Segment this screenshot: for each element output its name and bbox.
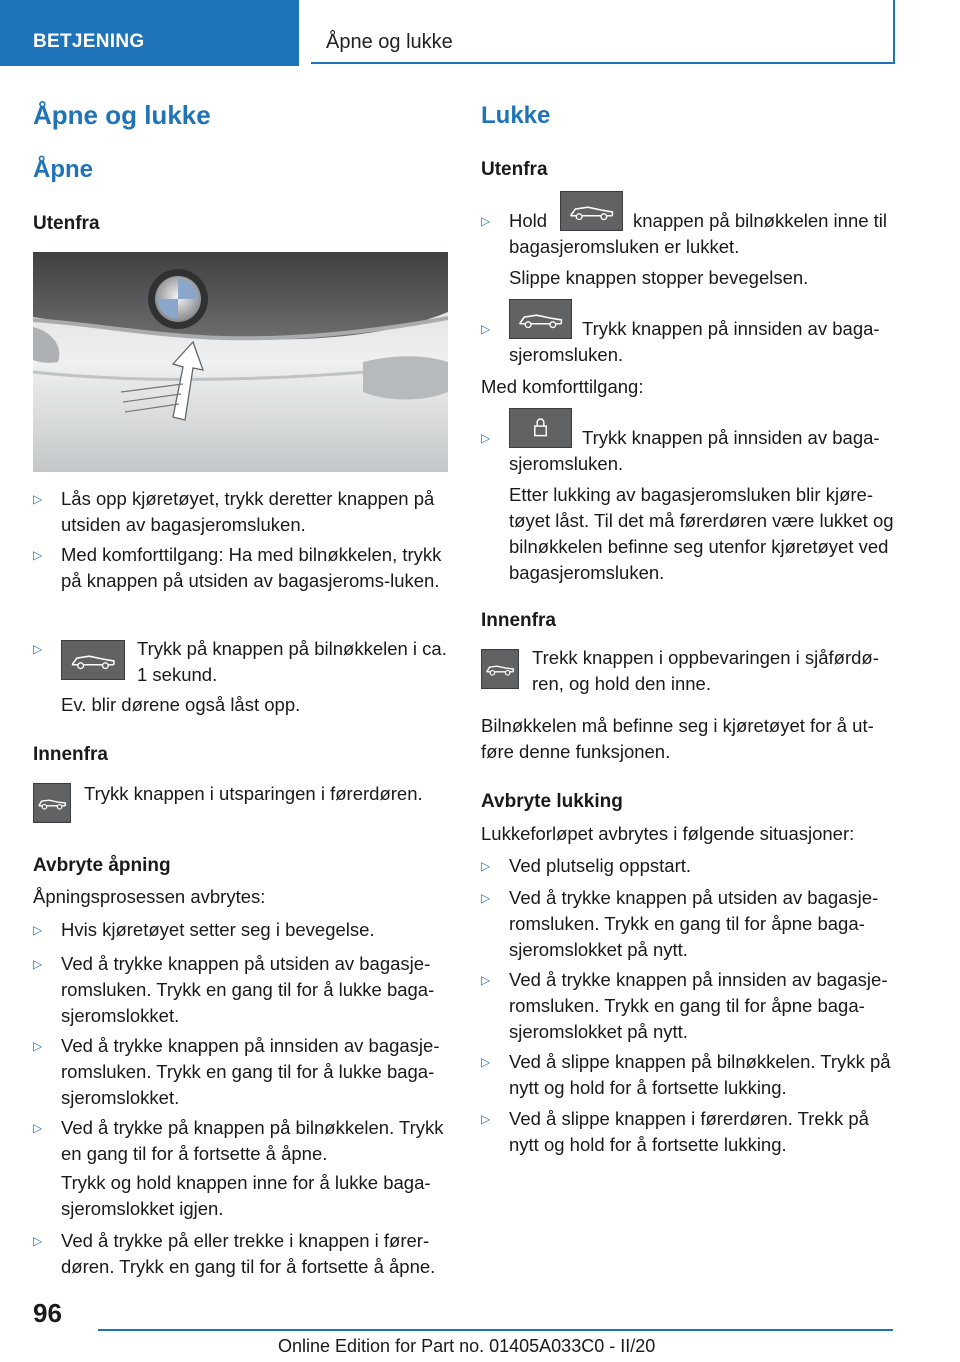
bullet-triangle-icon: ▷ xyxy=(33,548,43,562)
close-outside-heading: Utenfra xyxy=(481,159,548,180)
bullet-triangle-icon: ▷ xyxy=(481,973,491,987)
note-text: Trykk og hold knappen inne for å lukke baga-sjeromslokket igjen. xyxy=(61,1172,431,1219)
key-note: Bilnøkkelen må befinne seg i kjøretøyet for å ut-føre denne funksjonen. xyxy=(481,715,874,762)
bullet-triangle-icon: ▷ xyxy=(481,322,491,336)
open-outside-heading: Utenfra xyxy=(33,213,100,234)
trunk-button-illustration xyxy=(33,252,448,472)
bullet-triangle-icon: ▷ xyxy=(33,1234,43,1248)
bullet-triangle-icon: ▷ xyxy=(481,891,491,905)
open-heading: Åpne xyxy=(33,156,93,183)
bullet-triangle-icon: ▷ xyxy=(33,957,43,971)
bullet-triangle-icon: ▷ xyxy=(33,923,43,937)
abort-close-heading: Avbryte lukking xyxy=(481,791,623,812)
trunk-car-icon xyxy=(33,783,71,823)
bullet-triangle-icon: ▷ xyxy=(33,642,43,656)
bullet-triangle-icon: ▷ xyxy=(481,431,491,445)
note-text: Ev. blir dørene også låst opp. xyxy=(61,694,301,715)
header-title: Åpne og lukke xyxy=(311,0,895,64)
note-text: Slippe knappen stopper bevegelsen. xyxy=(509,267,809,288)
bullet-triangle-icon: ▷ xyxy=(33,1039,43,1053)
footer-divider xyxy=(98,1329,893,1331)
page-number: 96 xyxy=(33,1298,62,1328)
page-title: Åpne og lukke xyxy=(33,100,211,130)
bullet-triangle-icon: ▷ xyxy=(481,859,491,873)
bullet-triangle-icon: ▷ xyxy=(481,1112,491,1126)
note-text: Etter lukking av bagasjeromsluken blir kjøre-tøyet låst. Til det må førerdøren være lukket og bilnøkkelen befinne seg utenfor kjøretøyet ved bagasjeromsluken. xyxy=(509,484,894,583)
open-inside-heading: Innenfra xyxy=(33,744,108,765)
bullet-triangle-icon: ▷ xyxy=(33,1121,43,1135)
section-label: BETJENING xyxy=(0,0,299,66)
trunk-photo-image xyxy=(33,252,448,472)
trunk-car-icon xyxy=(61,640,125,680)
abort-close-intro: Lukkeforløpet avbrytes i følgende situasjoner: xyxy=(481,823,855,844)
bullet-triangle-icon: ▷ xyxy=(33,492,43,506)
bullet-triangle-icon: ▷ xyxy=(481,1055,491,1069)
inside-open-text: Trykk knappen i utsparingen i førerdøren. xyxy=(84,783,423,804)
bullet-triangle-icon: ▷ xyxy=(481,214,491,228)
abort-open-heading: Avbryte åpning xyxy=(33,855,171,876)
inside-close-text: Trekk knappen i oppbevaringen i sjåførdø-ren, og hold den inne. xyxy=(532,647,879,694)
trunk-car-icon xyxy=(481,649,519,689)
page-header xyxy=(0,0,960,66)
comfort-label: Med komforttilgang: xyxy=(481,376,644,397)
close-inside-heading: Innenfra xyxy=(481,610,556,631)
footer-edition: Online Edition for Part no. 01405A033C0 - II/20 xyxy=(278,1336,656,1356)
abort-open-intro: Åpningsprosessen avbrytes: xyxy=(33,886,266,907)
close-heading: Lukke xyxy=(481,102,551,129)
